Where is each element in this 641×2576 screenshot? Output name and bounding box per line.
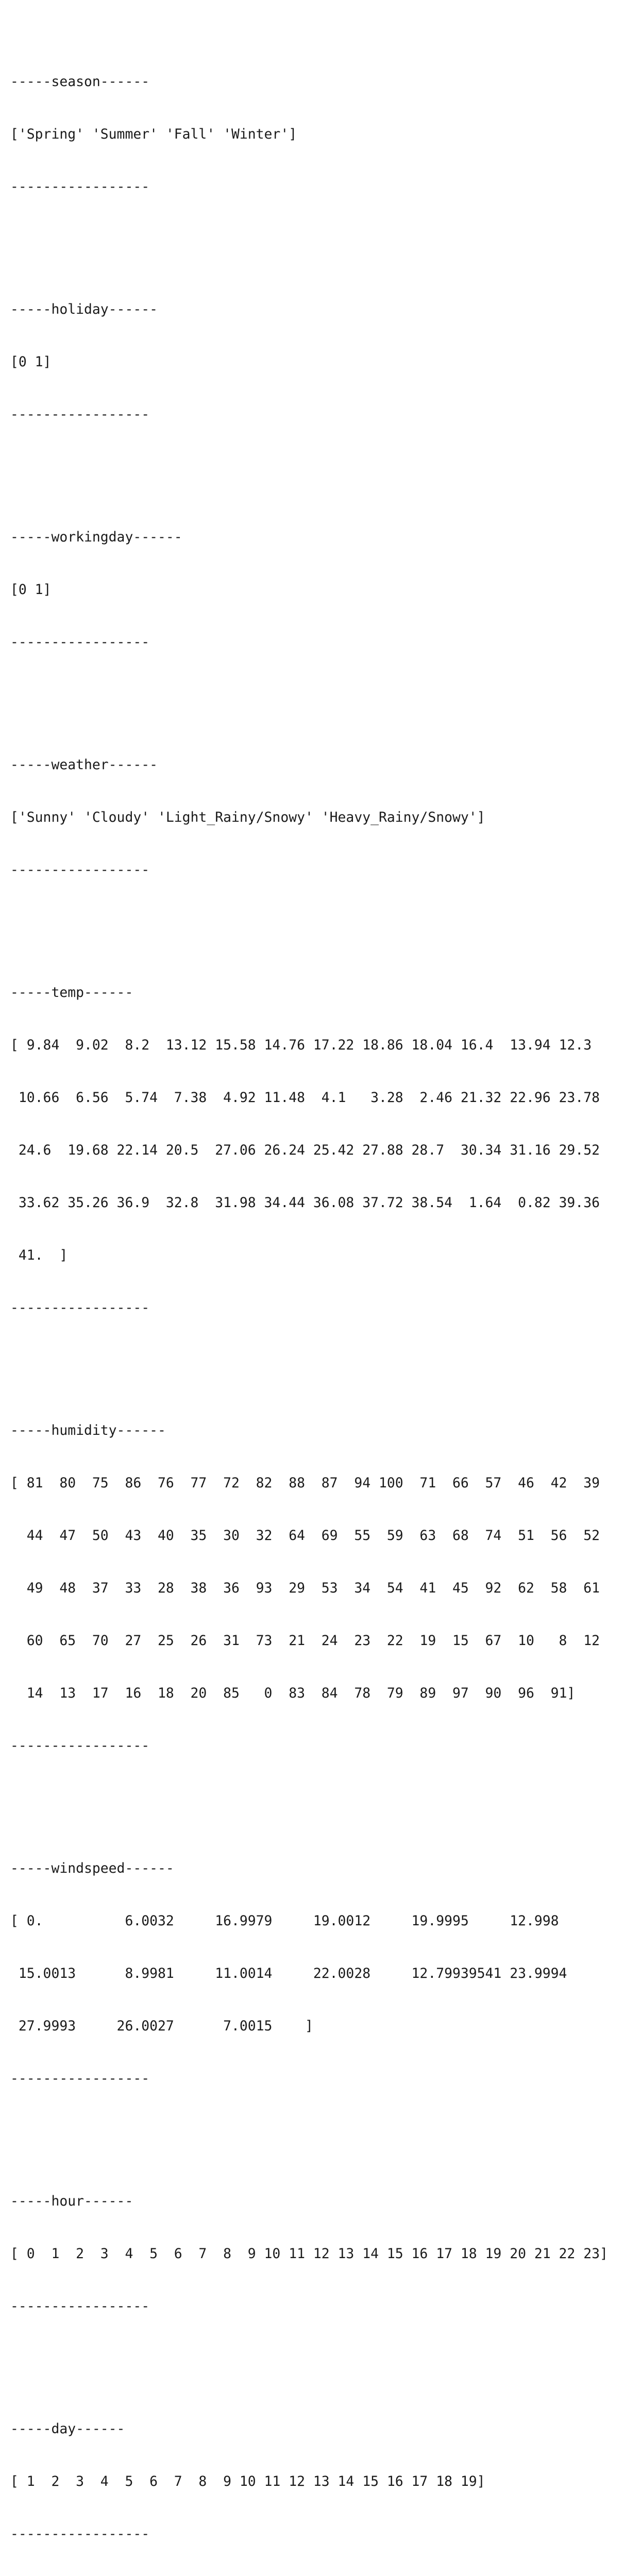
section-header: -----day------ — [10, 2421, 125, 2437]
value-line: [0 1] — [10, 582, 52, 598]
section-hour — [10, 2158, 641, 2350]
section-header: -----humidity------ — [10, 1422, 166, 1438]
value-line: 33.62 35.26 36.9 32.8 31.98 34.44 36.08 37.72 38.54 1.64 0.82 39.36 — [10, 1195, 600, 1211]
value-line: 49 48 37 33 28 38 36 93 29 53 34 54 41 45 92 62 58 61 — [10, 1580, 600, 1596]
section-temp — [10, 949, 641, 1352]
value-line: ['Sunny' 'Cloudy' 'Light_Rainy/Snowy' 'Heavy_Rainy/Snowy'] — [10, 809, 485, 825]
section-separator: ----------------- — [10, 2298, 150, 2314]
value-line: [0 1] — [10, 354, 52, 370]
section-workingday — [10, 494, 641, 686]
value-line: 44 47 50 43 40 35 30 32 64 69 55 59 63 68 74 51 56 52 — [10, 1528, 600, 1544]
value-line: 10.66 6.56 5.74 7.38 4.92 11.48 4.1 3.28 2.46 21.32 22.96 23.78 — [10, 1090, 600, 1106]
section-header: -----windspeed------ — [10, 1860, 174, 1876]
section-separator: ----------------- — [10, 634, 150, 650]
value-line: [ 9.84 9.02 8.2 13.12 15.58 14.76 17.22 18.86 18.04 16.4 13.94 12.3 — [10, 1037, 592, 1053]
section-header: -----hour------ — [10, 2193, 133, 2209]
value-line: 27.9993 26.0027 7.0015 ] — [10, 2018, 313, 2034]
section-day — [10, 2385, 641, 2576]
value-line: 24.6 19.68 22.14 20.5 27.06 26.24 25.42 27.88 28.7 30.34 31.16 29.52 — [10, 1142, 600, 1158]
section-header: -----holiday------ — [10, 301, 158, 317]
value-line: 60 65 70 27 25 26 31 73 21 24 23 22 19 15 67 10 8 12 — [10, 1633, 600, 1649]
section-header: -----workingday------ — [10, 529, 182, 545]
section-season — [10, 38, 641, 231]
value-line: [ 1 2 3 4 5 6 7 8 9 10 11 12 13 14 15 16 17 18 19] — [10, 2473, 485, 2489]
section-weather — [10, 721, 641, 914]
section-separator: ----------------- — [10, 406, 150, 422]
section-windspeed — [10, 1825, 641, 2123]
section-header: -----temp------ — [10, 985, 133, 1001]
value-line: ['Spring' 'Summer' 'Fall' 'Winter'] — [10, 126, 297, 142]
section-separator: ----------------- — [10, 862, 150, 878]
section-header: -----weather------ — [10, 757, 158, 773]
section-holiday — [10, 266, 641, 459]
value-line: 14 13 17 16 18 20 85 0 83 84 78 79 89 97 90 96 91] — [10, 1685, 576, 1701]
section-separator: ----------------- — [10, 2071, 150, 2087]
section-separator: ----------------- — [10, 179, 150, 195]
section-separator: ----------------- — [10, 1300, 150, 1316]
section-header: -----season------ — [10, 74, 150, 90]
value-line: 15.0013 8.9981 11.0014 22.0028 12.79939541 23.9994 — [10, 1965, 567, 1981]
value-line: [ 0 1 2 3 4 5 6 7 8 9 10 11 12 13 14 15 16 17 18 19 20 21 22 23] — [10, 2246, 608, 2262]
value-line: 41. ] — [10, 1247, 68, 1263]
section-humidity — [10, 1387, 641, 1790]
value-line: [ 81 80 75 86 76 77 72 82 88 87 94 100 71 66 57 46 42 39 — [10, 1475, 600, 1491]
section-separator: ----------------- — [10, 1738, 150, 1754]
value-line: [ 0. 6.0032 16.9979 19.0012 19.9995 12.998 — [10, 1913, 559, 1929]
section-separator: ----------------- — [10, 2526, 150, 2542]
